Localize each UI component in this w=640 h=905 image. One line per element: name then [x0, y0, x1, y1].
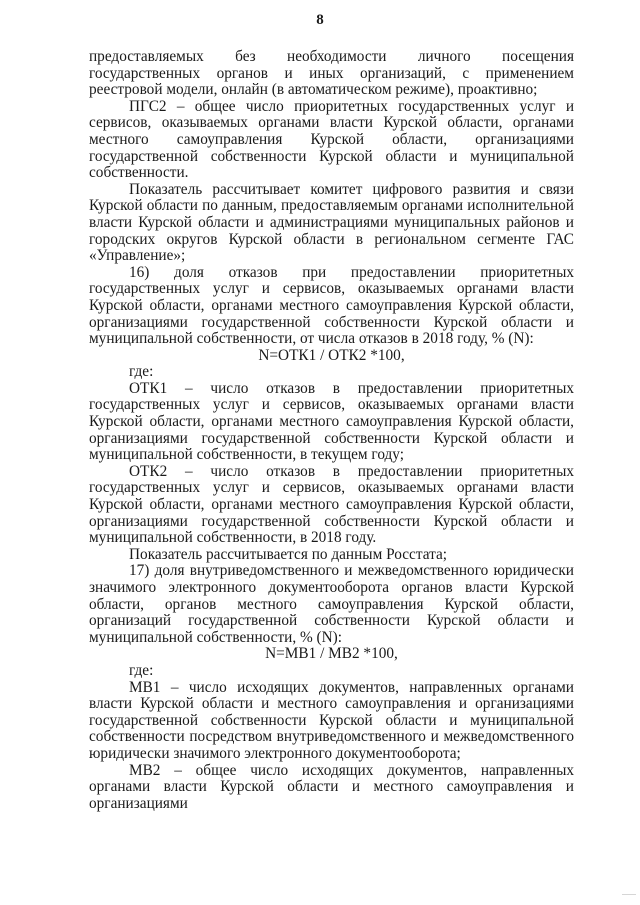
- paragraph-where-16: где:: [129, 363, 154, 381]
- paragraph-continuation: предоставляемых без необходимости личного посещения государственных органов и иных организаций, с применением реестровой модели, онлайн (в автоматическом режиме), проактивно;: [89, 48, 574, 99]
- paragraph-indicator-16: 16) доля отказов при предоставлении приоритетных государственных услуг и сервисов, оказываемых органами власти Курской области, органами местного самоуправления Курской области, организациями государственной собственности Курской области и муниципальной собственности, от числа отказов в 2018 году, % (N):: [89, 263, 574, 348]
- paragraph-where-17: где:: [129, 661, 154, 679]
- scan-artifact: [622, 894, 636, 899]
- formula-indicator-16: N=ОТК1 / ОТК2 *100,: [258, 346, 405, 364]
- formula-indicator-17: N=МВ1 / МВ2 *100,: [265, 645, 398, 663]
- paragraph-otk2-definition: ОТК2 – число отказов в предоставлении приоритетных государственных услуг и сервисов, оказываемых органами власти Курской области, органами местного самоуправления Курской области, организациями государственной собственности Курской области и муниципальной собственности, в 2018 году.: [89, 462, 574, 547]
- document-body: [89, 49, 574, 812]
- page-number: 8: [316, 12, 324, 28]
- paragraph-pgs2-definition: ПГС2 – общее число приоритетных государственных услуг и сервисов, оказываемых органами власти Курской области, органами местного самоуправления Курской области, организациями государственной собственности Курской области и муниципальной собственности.: [89, 97, 574, 182]
- paragraph-mv2-definition: МВ2 – общее число исходящих документов, направленных органами власти Курской области и местного самоуправления и организациями: [89, 761, 574, 812]
- paragraph-rosstat-source: Показатель рассчитывается по данным Росстата;: [129, 545, 448, 563]
- paragraph-otk1-definition: ОТК1 – число отказов в предоставлении приоритетных государственных услуг и сервисов, оказываемых органами власти Курской области, органами местного самоуправления Курской области, организациями государственной собственности Курской области и муниципальной собственности, в текущем году;: [89, 379, 574, 464]
- paragraph-indicator-17: 17) доля внутриведомственного и межведомственного юридически значимого электронного документооборота органов власти Курской области, органов местного самоуправления Курской области, организаций государственной собственности Курской области и муниципальной собственности, % (N):: [89, 562, 574, 646]
- paragraph-calculation-source: Показатель рассчитывает комитет цифрового развития и связи Курской области по данным, предоставляемым органами исполнительной власти Курской области и администрациями муниципальных районов и городских округов Курской области в региональном сегменте ГАС «Управление»;: [89, 180, 574, 265]
- paragraph-mv1-definition: МВ1 – число исходящих документов, направленных органами власти Курской области и местного самоуправления и организациями государственной собственности Курской области и муниципальной собственности посредством внутриведомственного и межведомственного юридически значимого электронного документооборота;: [89, 678, 574, 762]
